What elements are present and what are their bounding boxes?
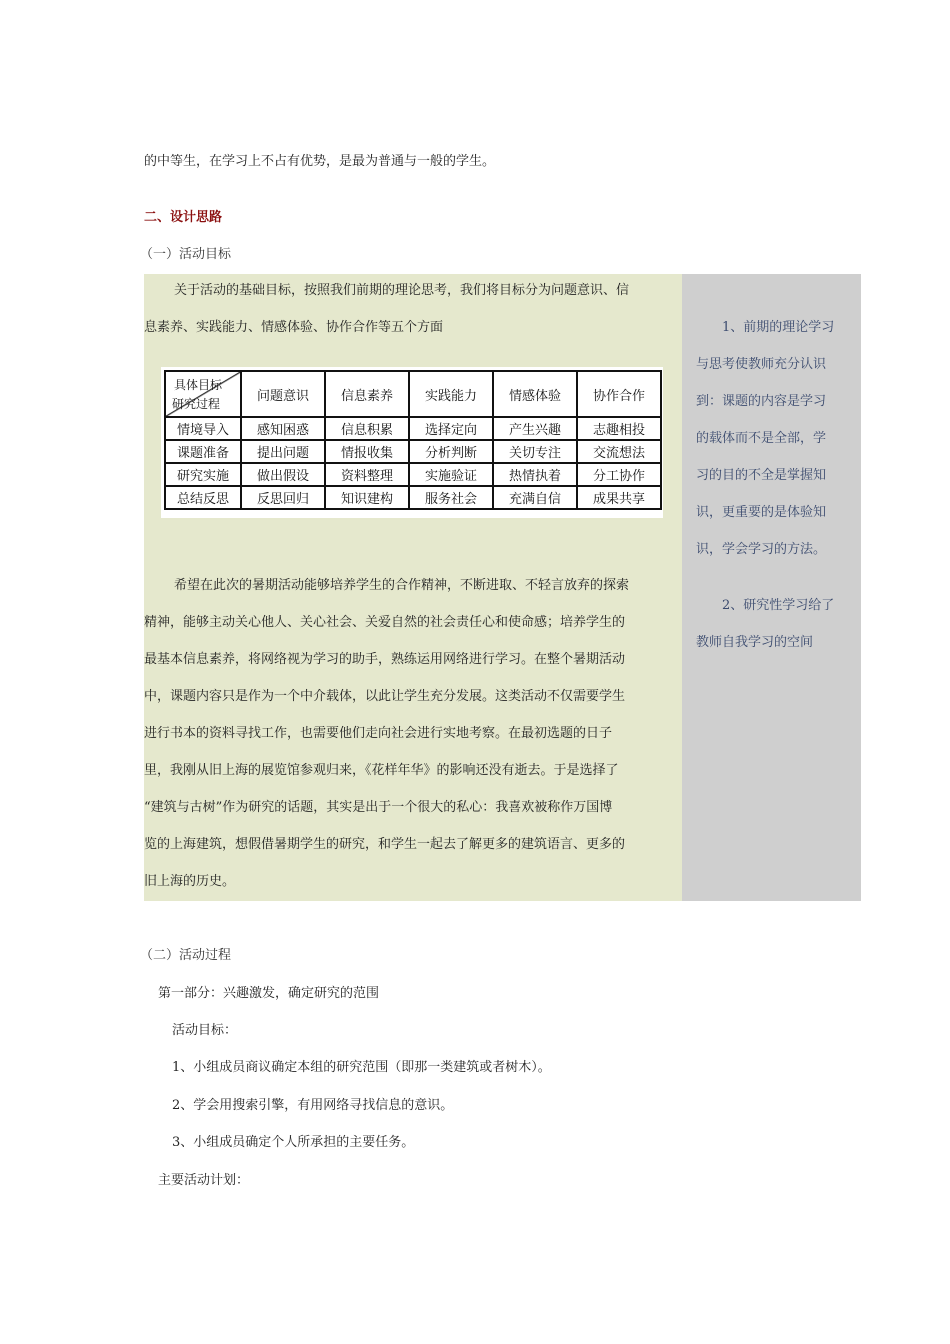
side-note-line: 到：课题的内容是学习 bbox=[696, 394, 827, 409]
table-cell: 分析判断 bbox=[409, 440, 493, 463]
subsection-activity-process: （二）活动过程 bbox=[140, 948, 232, 963]
table-cell: 关切专注 bbox=[493, 440, 577, 463]
table-header-row bbox=[165, 371, 661, 417]
table-cell: 反思回归 bbox=[241, 486, 325, 509]
table-cell: 服务社会 bbox=[409, 486, 493, 509]
table-cell: 充满自信 bbox=[493, 486, 577, 509]
column-header: 问题意识 bbox=[241, 371, 325, 417]
table-cell: 选择定向 bbox=[409, 417, 493, 440]
diag-top-label: 具体目标 bbox=[174, 378, 223, 392]
table-cell: 情报收集 bbox=[325, 440, 409, 463]
goal-item: 1、小组成员商议确定本组的研究范围（即那一类建筑或者树木）。 bbox=[172, 1060, 551, 1075]
table-cell: 做出假设 bbox=[241, 463, 325, 486]
goal-table-image bbox=[161, 367, 663, 518]
para2-line: 览的上海建筑，想假借暑期学生的研究，和学生一起去了解更多的建筑语言、更多的 bbox=[144, 837, 626, 852]
section-heading: 二、设计思路 bbox=[144, 210, 223, 225]
goal-matrix-table bbox=[164, 370, 662, 510]
plan-label: 主要活动计划： bbox=[158, 1173, 250, 1188]
column-header: 情感体验 bbox=[493, 371, 577, 417]
diag-bottom-label: 研究过程 bbox=[172, 397, 221, 411]
side-note-line: 识，学会学习的方法。 bbox=[696, 542, 827, 557]
para2-line: 进行书本的资料寻找工作，也需要他们走向社会进行实地考察。在最初选题的日子 bbox=[144, 726, 613, 741]
table-cell: 分工协作 bbox=[577, 463, 661, 486]
table-cell: 实施验证 bbox=[409, 463, 493, 486]
table-cell: 信息积累 bbox=[325, 417, 409, 440]
table-cell: 资料整理 bbox=[325, 463, 409, 486]
table-row bbox=[165, 486, 661, 509]
para2-line: 希望在此次的暑期活动能够培养学生的合作精神，不断进取、不轻言放弃的探索 bbox=[174, 578, 630, 593]
goal-item: 3、小组成员确定个人所承担的主要任务。 bbox=[172, 1135, 415, 1150]
table-row bbox=[165, 417, 661, 440]
table-cell: 志趣相投 bbox=[577, 417, 661, 440]
row-stage-label: 总结反思 bbox=[165, 486, 241, 509]
para1-line2: 息素养、实践能力、情感体验、协作合作等五个方面 bbox=[144, 320, 444, 335]
row-stage-label: 课题准备 bbox=[165, 440, 241, 463]
para2-line: 中，课题内容只是作为一个中介载体，以此让学生充分发展。这类活动不仅需要学生 bbox=[144, 689, 626, 704]
subsection-activity-goals: （一）活动目标 bbox=[140, 247, 232, 262]
table-cell: 知识建构 bbox=[325, 486, 409, 509]
side-note-line: 教师自我学习的空间 bbox=[696, 635, 814, 650]
main-content-box bbox=[144, 274, 682, 901]
para2-line: 精神，能够主动关心他人、关心社会、关爱自然的社会责任心和使命感；培养学生的 bbox=[144, 615, 626, 630]
row-stage-label: 情境导入 bbox=[165, 417, 241, 440]
part1-title: 第一部分：兴趣激发，确定研究的范围 bbox=[158, 986, 380, 1001]
para2-line: 最基本信息素养，将网络视为学习的助手，熟练运用网络进行学习。在整个暑期活动 bbox=[144, 652, 626, 667]
intro-line: 的中等生，在学习上不占有优势，是最为普通与一般的学生。 bbox=[144, 154, 496, 169]
table-cell: 产生兴趣 bbox=[493, 417, 577, 440]
row-stage-label: 研究实施 bbox=[165, 463, 241, 486]
goals-label: 活动目标： bbox=[172, 1023, 238, 1038]
side-note-line: 识，更重要的是体验知 bbox=[696, 505, 827, 520]
table-cell: 提出问题 bbox=[241, 440, 325, 463]
table-row bbox=[165, 463, 661, 486]
para2-line: 旧上海的历史。 bbox=[144, 874, 236, 889]
para2-line: “建筑与古树”作为研究的话题，其实是出于一个很大的私心：我喜欢被称作万国博 bbox=[144, 800, 613, 815]
table-cell: 热情执着 bbox=[493, 463, 577, 486]
column-header: 实践能力 bbox=[409, 371, 493, 417]
side-note-line: 1、前期的理论学习 bbox=[722, 320, 835, 335]
table-row bbox=[165, 440, 661, 463]
column-header: 协作合作 bbox=[577, 371, 661, 417]
diagonal-header-cell bbox=[165, 371, 241, 417]
table-cell: 感知困惑 bbox=[241, 417, 325, 440]
side-notes-box bbox=[682, 274, 861, 901]
para2-line: 里，我刚从旧上海的展览馆参观归来，《花样年华》的影响还没有逝去。于是选择了 bbox=[144, 763, 619, 778]
table-cell: 成果共享 bbox=[577, 486, 661, 509]
side-note-line: 习的目的不全是掌握知 bbox=[696, 468, 827, 483]
para1-line1: 关于活动的基础目标，按照我们前期的理论思考，我们将目标分为问题意识、信 bbox=[174, 283, 630, 298]
table-cell: 交流想法 bbox=[577, 440, 661, 463]
side-note-line: 2、研究性学习给了 bbox=[722, 598, 835, 613]
side-note-line: 的载体而不是全部，学 bbox=[696, 431, 827, 446]
column-header: 信息素养 bbox=[325, 371, 409, 417]
goal-item: 2、学会用搜索引擎，有用网络寻找信息的意识。 bbox=[172, 1098, 454, 1113]
side-note-line: 与思考使教师充分认识 bbox=[696, 357, 827, 372]
